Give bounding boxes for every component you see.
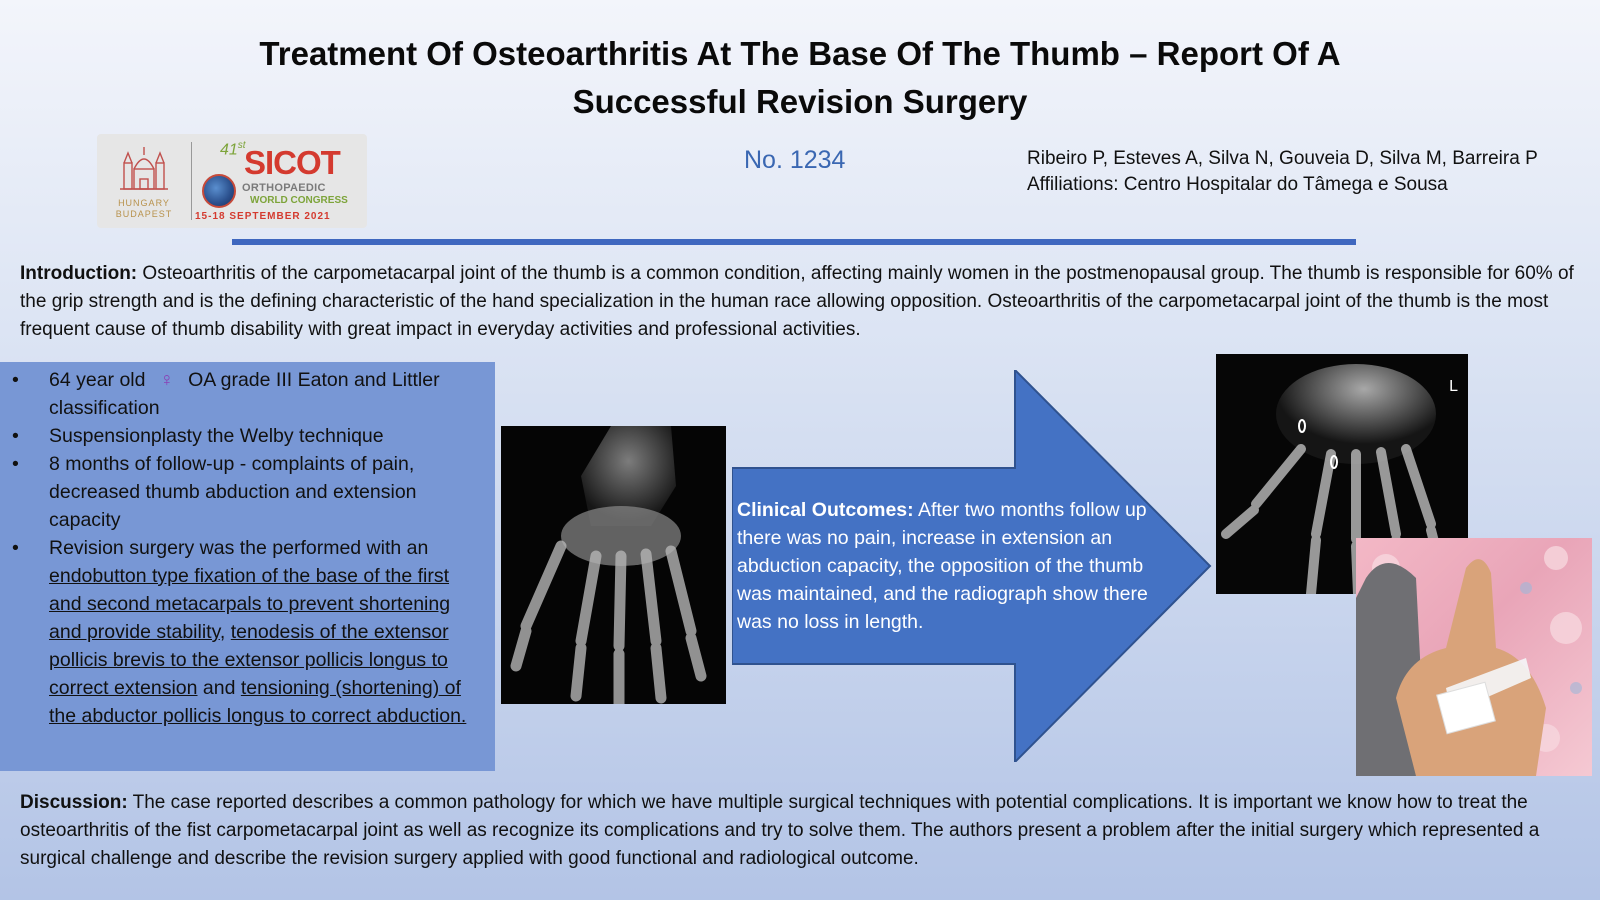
logo-dates: 15-18 SEPTEMBER 2021 <box>195 211 331 222</box>
outcomes-label: Clinical Outcomes: <box>737 499 914 521</box>
author-names: Ribeiro P, Esteves A, Silva N, Gouveia D, Silva M, Barreira P <box>1027 148 1538 169</box>
list-item: • Revision surgery was the performed with an endobutton type fixation of the base of the first and second metacarpals to prevent shortening and provide stability, tenodesis of the extensor pollicis brevis to the extensor pollicis longus to correct extension and tensioning (shortening) of the abductor pollicis longus to correct abduction. <box>12 534 483 730</box>
clinical-photo-thumb <box>1356 538 1592 776</box>
list-item: • 64 year old ♀ OA grade III Eaton and Littler classification <box>12 366 483 422</box>
xray-side-marker: L <box>1449 378 1458 395</box>
preoperative-xray-image <box>501 426 726 704</box>
divider-rule <box>232 239 1356 245</box>
author-affiliations: Affiliations: Centro Hospitalar do Tâmega e Sousa <box>1027 174 1448 195</box>
basilica-icon <box>116 143 172 195</box>
case-summary-box <box>0 362 495 771</box>
logo-edition: 41st <box>220 140 246 159</box>
congress-logo <box>97 134 367 228</box>
discussion-label: Discussion: <box>20 792 128 813</box>
list-item: • Suspensionplasty the Welby technique <box>12 422 483 450</box>
introduction-label: Introduction: <box>20 263 138 284</box>
budapest-emblem <box>97 134 191 228</box>
sicot-wordmark <box>192 134 367 228</box>
logo-city: HUNGARY BUDAPEST <box>115 197 173 219</box>
case-bullet-list <box>12 366 483 730</box>
discussion-paragraph <box>20 789 1588 873</box>
logo-line2: WORLD CONGRESS <box>250 195 348 206</box>
poster-title: Treatment Of Osteoarthritis At The Base Of The Thumb – Report Of A Successful Revision Surgery <box>259 35 1341 120</box>
poster-number: No. 1234 <box>744 146 846 174</box>
female-icon: ♀ <box>159 369 175 391</box>
introduction-paragraph <box>20 260 1588 344</box>
discussion-text: The case reported describes a common pathology for which we have multiple surgical techniques with potential complications. It is important we know how to treat the osteoarthritis of the fist carpometacarpal joint as well as recognize its complications and try to solve them. The authors present a problem after the initial surgery which represented a surgical challenge and describe the revision surgery applied with good functional and radiological outcome. <box>20 792 1540 869</box>
introduction-text: Osteoarthritis of the carpometacarpal joint of the thumb is a common condition, affecting mainly women in the postmenopausal group. The thumb is responsible for 60% of the grip strength and is the defining characteristic of the hand specialization in the human race allowing opposition. Osteoarthritis of the carpometacarpal joint of the thumb is the most frequent cause of thumb disability with great impact in everyday activities and professional activities. <box>20 263 1574 340</box>
list-item: • 8 months of follow-up - complaints of pain, decreased thumb abduction and extension capacity <box>12 450 483 534</box>
logo-line1: ORTHOPAEDIC <box>242 182 326 194</box>
logo-name: SICOT <box>244 144 340 181</box>
clinical-outcomes-text <box>737 496 1167 636</box>
outcomes-body: After two months follow up there was no pain, increase in extension an abduction capacity, the opposition of the thumb was maintained, and the radiograph show there was no loss in length. <box>737 499 1148 633</box>
authors-block <box>1027 146 1538 198</box>
globe-icon <box>202 174 236 208</box>
